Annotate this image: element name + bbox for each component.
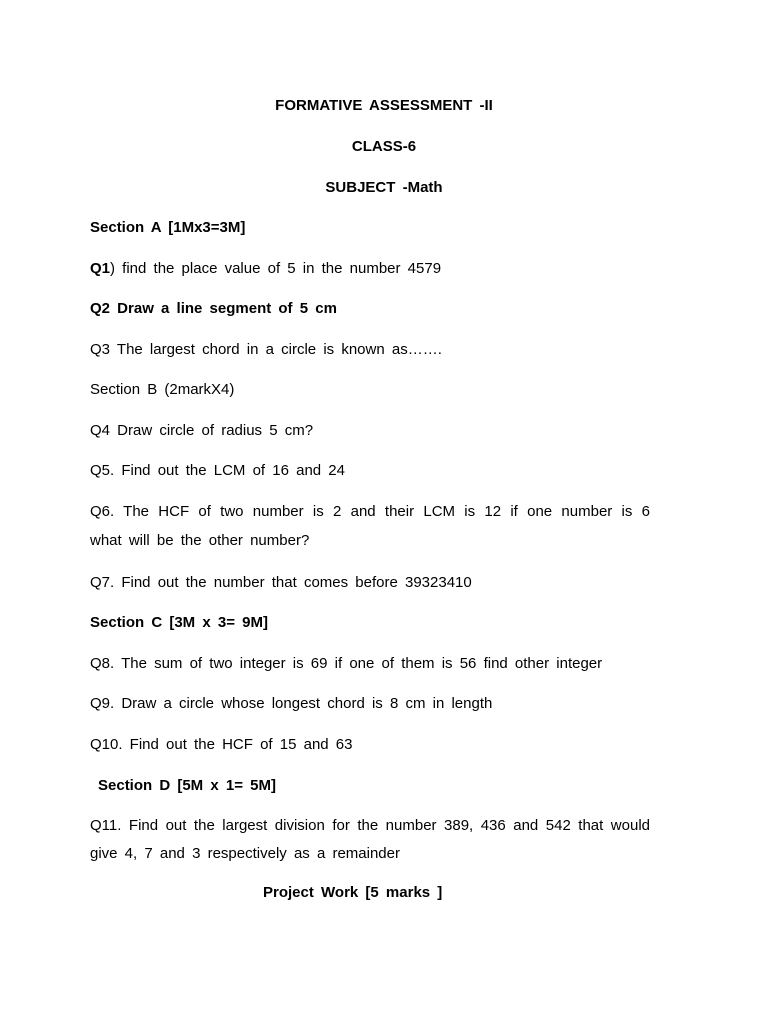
question-8: Q8. The sum of two integer is 69 if one of them is 56 find other integer [90,655,603,672]
project-work-heading: Project Work [5 marks ] [263,884,443,901]
question-11: Q11. Find out the largest division for the number 389, 436 and 542 that would give 4, 7 and 3 respectively as a remainder [90,817,650,862]
question-10: Q10. Find out the HCF of 15 and 63 [90,736,353,753]
question-5: Q5. Find out the LCM of 16 and 24 [90,462,345,479]
document-title: FORMATIVE ASSESSMENT -II [275,97,493,114]
question-6: Q6. The HCF of two number is 2 and their LCM is 12 if one number is 6 what will be the other number? [90,503,650,549]
section-d-heading: Section D [5M x 1= 5M] [98,777,276,794]
question-4: Q4 Draw circle of radius 5 cm? [90,422,314,439]
question-2: Q2 Draw a line segment of 5 cm [90,300,337,317]
section-c-heading: Section C [3M x 3= 9M] [90,614,268,631]
class-label: CLASS-6 [351,138,417,155]
subject-label: SUBJECT -Math [325,179,443,196]
question-3: Q3 The largest chord in a circle is known as……. [90,341,442,358]
question-1-text: ) find the place value of 5 in the number 4579 [110,260,442,277]
question-1-label: Q1 [90,260,111,277]
question-9: Q9. Draw a circle whose longest chord is 8 cm in length [90,695,493,712]
question-7: Q7. Find out the number that comes before 39323410 [90,574,472,591]
question-1 [90,259,441,279]
section-a-heading: Section A [1Mx3=3M] [90,219,246,236]
section-b-heading: Section B (2markX4) [90,381,235,398]
